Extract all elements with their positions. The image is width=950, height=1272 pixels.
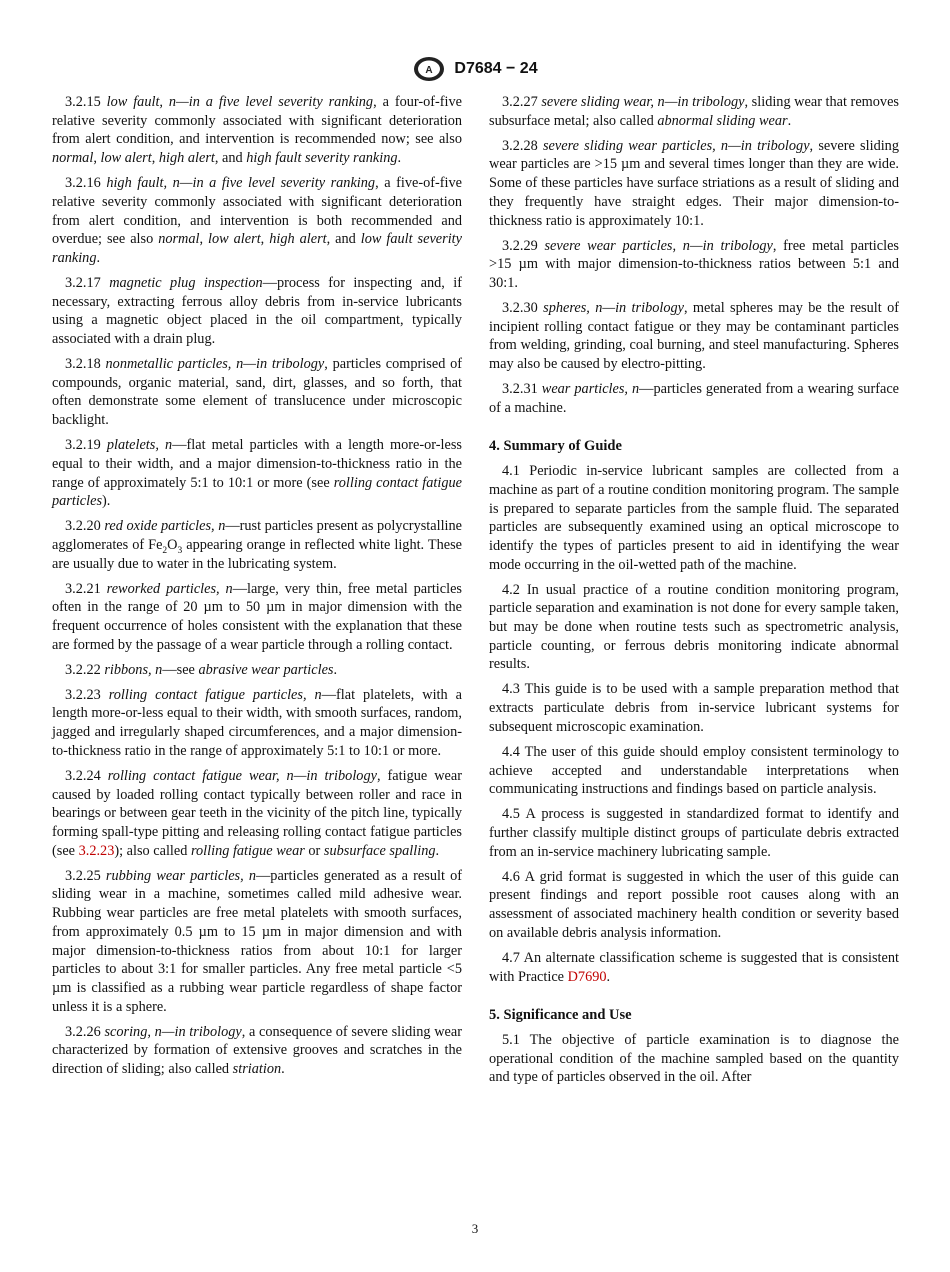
term: severe sliding wear particles, n—in tribology [542, 137, 810, 154]
paragraph-4-7: 4.7 An alternate classification scheme is suggested that is consistent with Practice D7690. [489, 949, 899, 985]
link-3-2-23[interactable]: 3.2.23 [78, 842, 115, 859]
paragraph-4-4: 4.4 The user of this guide should employ consistent terminology to achieve accepted and understandable interpretations when communicating instructions and findings based on particle analysis. [489, 743, 899, 798]
definition-3-2-26: 3.2.26 scoring, n—in tribology, a consequence of severe sliding wear characterized by formation of extensive grooves and scratches in the direction of sliding; also called striation. [52, 1023, 462, 1078]
page-number: 3 [471, 1221, 479, 1236]
definition-3-2-27: 3.2.27 severe sliding wear, n—in tribology, sliding wear that removes subsurface metal; also called abnormal sliding wear. [489, 94, 899, 129]
page-header [0, 56, 950, 82]
term: ribbons, n [104, 661, 163, 678]
term: severe sliding wear, n—in tribology [541, 94, 745, 110]
paragraph-5-1: 5.1 The objective of particle examination is to diagnose the operational condition of the machine sampled based on the quantity and type of particles observed in the oil. After [489, 1031, 899, 1086]
definition-3-2-18: 3.2.18 nonmetallic particles, n—in tribology, particles comprised of compounds, organic material, sand, dirt, glasses, and so forth, that often demonstrate some element of translucence under microscopic backlight. [52, 356, 463, 429]
term: nonmetallic particles, n—in tribology [105, 356, 325, 373]
term: low fault, n—in a five level severity ranking [106, 94, 374, 110]
astm-logo-icon [412, 56, 446, 82]
definition-3-2-30: 3.2.30 spheres, n—in tribology, metal spheres may be the result of incipient rolling contact fatigue or they may be contaminant particles from welding, grinding, coal burning, and steel manufacturing. Spheres may also be caused by electro-pitting. [489, 299, 899, 373]
term: spheres, n—in tribology [543, 299, 684, 316]
term: wear particles, n [541, 381, 640, 398]
definition-3-2-25: 3.2.25 rubbing wear particles, n—particles generated as a result of sliding wear in a machine, sometimes called mild adhesive wear. Rubbing wear particles are free metal platelets with smooth surfaces, from approximately 0.5 µm to 15 µm in major dimension and with major dimension-to-thickness ratios from about 10:1 for larger particles to about 3:1 for smaller particles. Any free metal particle <5 µm is classified as a rubbing wear particle regardless of shape factor unless it is a sphere. [52, 867, 462, 1015]
paragraph-4-6: 4.6 A grid format is suggested in which the user of this guide can present findings and report possible root causes along with an assessment of associated machinery health condition or severity based on available debris analysis information. [489, 868, 899, 941]
definition-3-2-24: 3.2.24 rolling contact fatigue wear, n—in tribology, fatigue wear caused by loaded rolling contact typically between roller and race in bearings or between gear teeth in the vicinity of the pitch line, typically forming spall-type pitting and releasing rolling contact fatigue particles (see 3.2.23); also called rolling fatigue wear or subsurface spalling. [52, 767, 463, 859]
link-d7690[interactable]: D7690 [567, 968, 607, 985]
paragraph-4-5: 4.5 A process is suggested in standardized format to identify and further classify multiple distinct groups of particulate debris extracted from an in-service machinery lubricating sample. [489, 806, 899, 860]
paragraph-4-3: 4.3 This guide is to be used with a sample preparation method that extracts particulate debris from in-service lubricant systems for subsequent microscopic examination. [489, 681, 899, 735]
definition-3-2-31: 3.2.31 wear particles, n—particles generated from a wearing surface of a machine. [489, 381, 900, 416]
left-column [52, 93, 462, 1085]
paragraph-4-1: 4.1 Periodic in-service lubricant samples are collected from a machine as part of a routine condition monitoring program. The sample is prepared to separate particles from the sample fluid. The separated particles are subsequently examined using an optical microscope to identify the types of particles present to aid in identifying the wear mode occurring in the oil-wetted path of the machine. [489, 463, 899, 573]
definition-3-2-17: 3.2.17 magnetic plug inspection—process for inspecting and, if necessary, extracting ferrous alloy debris from in-service lubricants using a magnetic object placed in the oil compartment, typically associated with a drain plug. [52, 274, 463, 348]
svg-text:A: A [425, 65, 434, 76]
definition-3-2-28: 3.2.28 severe sliding wear particles, n—in tribology, severe sliding wear particles are >15 µm and several times longer than they are wide. Some of these particles have surface striations as a result of sliding and they frequently have straight edges. Their major dimension-to-thickness ratio is approximately 10:1. [489, 137, 899, 229]
term: severe wear particles, n—in tribology [544, 237, 773, 254]
term: high fault, n—in a five level severity ranking [106, 175, 376, 192]
term: scoring, n—in tribology [104, 1023, 242, 1040]
definition-3-2-19: 3.2.19 platelets, n—flat metal particles with a length more-or-less equal to their width, and a major dimension-to-thickness ratio in the range of approximately 5:1 to 10:1 or more (see rolling contact fatigue particles). [52, 437, 462, 510]
definition-3-2-29: 3.2.29 severe wear particles, n—in tribology, free metal particles >15 µm with major dimension-to-thickness ratios between 5:1 and 30:1. [489, 237, 899, 291]
term: rolling contact fatigue wear, n—in tribology [107, 767, 377, 784]
definition-3-2-21: 3.2.21 reworked particles, n—large, very thin, free metal particles often in the range of 20 µm to 50 µm in major dimension with the frequent occurrence of holes consistent with the explanation that these are formed by the passage of a wear particle through a rolling contact. [52, 580, 462, 653]
section-heading-5: 5. Significance and Use [489, 1007, 632, 1024]
term: magnetic plug inspection [109, 274, 263, 291]
definition-3-2-15: 3.2.15 low fault, n—in a five level severity ranking, a four-of-five relative severity commonly associated with significant deterioration from alert condition, and intervention is recommended now; see also normal, low alert, high alert, and high fault severity ranking. [52, 94, 463, 167]
definition-3-2-20: 3.2.20 red oxide particles, n—rust particles present as polycrystalline agglomerates of $Fe_2O_3$ appearing orange in reflected white light. These are usually due to water in the lubricating system. [52, 518, 463, 572]
term: red oxide particles, n [104, 518, 226, 535]
definition-3-2-16: 3.2.16 high fault, n—in a five level severity ranking, a five-of-five relative severity commonly associated with significant deterioration from alert condition, and intervention is both recommended and overdue; see also normal, low alert, high alert, and low fault severity ranking. [52, 175, 462, 266]
right-column [489, 93, 899, 1093]
term: platelets, n [106, 437, 173, 454]
document-id: D7684 − 24 [454, 60, 538, 77]
paragraph-4-2: 4.2 In usual practice of a routine condition monitoring program, particle separation and examination is not done for every sample taken, but may be done when routine tests such as spectrometric analysis, particle counting, or ferrous debris monitoring indicate abnormal results. [489, 581, 899, 673]
term: reworked particles, n [106, 580, 233, 597]
definition-3-2-22: 3.2.22 ribbons, n—see abrasive wear particles. [65, 661, 338, 678]
section-heading-4: 4. Summary of Guide [489, 438, 622, 455]
term: rubbing wear particles, n [105, 867, 256, 884]
term: rolling contact fatigue particles, n [108, 686, 322, 703]
definition-3-2-23: 3.2.23 rolling contact fatigue particles, n—flat platelets, with a length more-or-less equal to their width, with smooth surfaces, random, jagged and irregularly shaped circumferences, and a major dimension-to-thickness ratio in the range of approximately 5:1 to 10:1 or more. [52, 686, 462, 759]
